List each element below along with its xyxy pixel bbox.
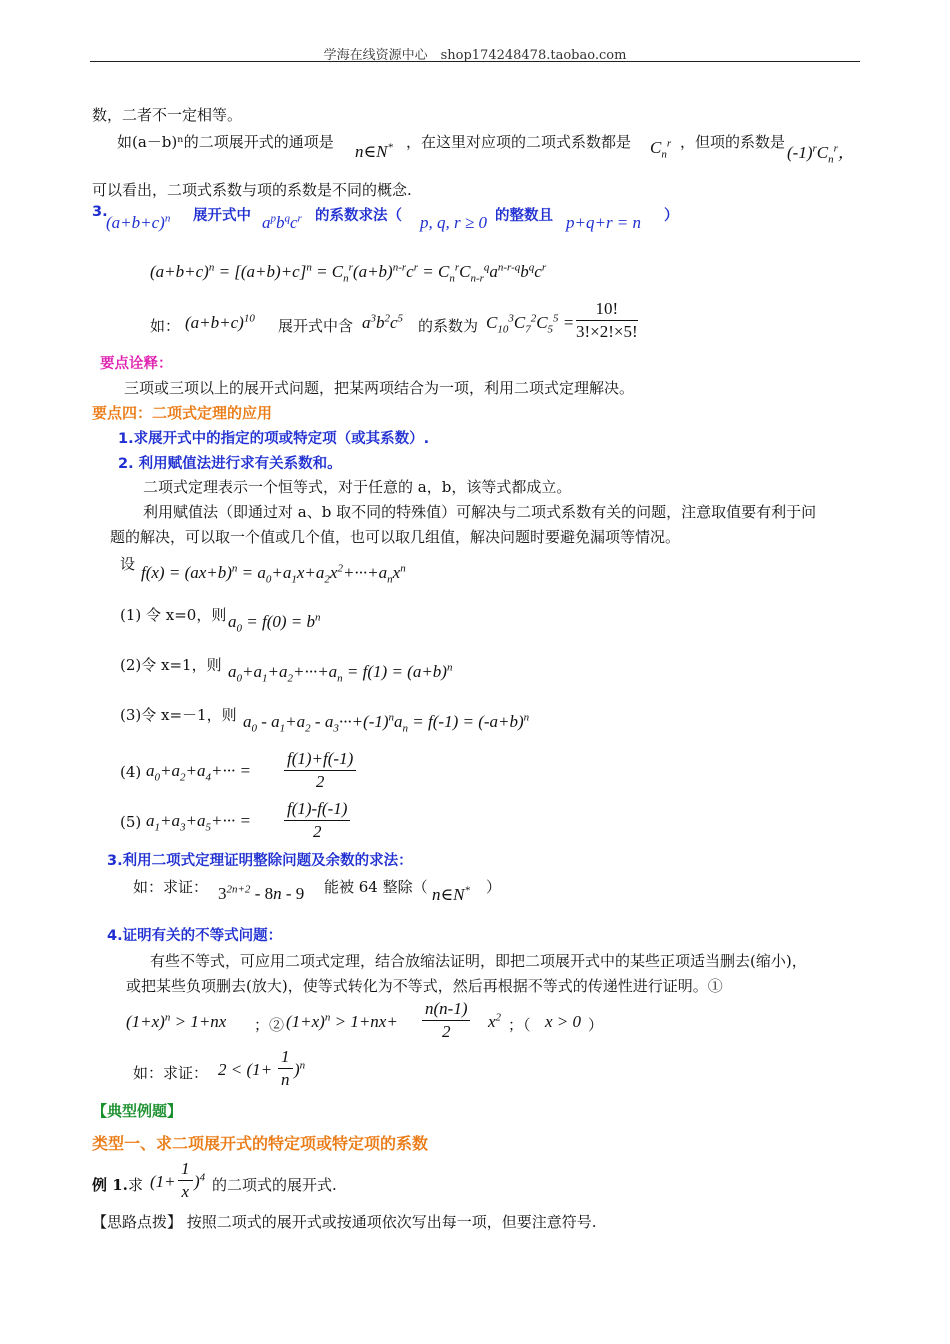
math-n-in-N: n∈N*	[355, 141, 393, 161]
text-line: 如(a－b)ⁿ的二项展开式的通项是	[117, 133, 334, 151]
text-line: 利用赋值法（即通过对 a、b 取不同的特殊值）可解决与二项式系数有关的问题，注意取值要有利于问	[143, 503, 817, 521]
math-power: )$^n$	[294, 1059, 306, 1079]
example-label: 例 1.	[92, 1176, 128, 1194]
note-title: 要点诠释：	[100, 356, 173, 372]
math-case-3: $a_0 - a_1+a_2 - a_3\cdot\cdot\cdot+(-1)^na_n = f(-1) = (-a+b)^n$	[243, 711, 530, 735]
text-line: 可以看出，二项式系数与项的系数是不同的概念.	[92, 181, 412, 199]
text-line: (3)令 x=－1，则	[120, 706, 237, 724]
section-3-number: 3.	[92, 204, 108, 220]
typical-examples-heading: 【典型例题】	[92, 1102, 183, 1120]
math-divisibility: $3^{2n+2} - 8n - 9$	[218, 883, 305, 903]
math-example: $a^3b^2c^5$	[362, 312, 404, 332]
text-line: ，在这里对应项的二项式系数都是	[406, 133, 632, 151]
text-line: 的二项式的展开式.	[212, 1176, 337, 1194]
math-binom-coef: $C_n^r$	[650, 137, 672, 161]
math-sum: p+q+r = n	[566, 213, 642, 232]
text-line: 二项式定理表示一个恒等式，对于任意的 a，b，该等式都成立。	[143, 478, 572, 496]
section-3-text: 展开式中	[193, 208, 251, 224]
text-line: ）	[486, 878, 502, 896]
math-expansion: $(a+b+c)^n = [(a+b)+c]^n = C_n^r(a+b)^{n-r}c^r = C_n^rC_{n-r}^qa^{n-r-q}b^qc^r$	[150, 261, 547, 285]
math-case-5: $a_1+a_3+a_5+\cdot\cdot\cdot$ =	[146, 811, 251, 834]
subsection-heading: 2. 利用赋值法进行求有关系数和。	[118, 456, 342, 472]
text-line: 三项或三项以上的展开式问题，把某两项结合为一项，利用二项式定理解决。	[124, 379, 635, 397]
math-example: $C_{10}^3C_7^2C_5^5$ =	[486, 312, 575, 336]
math-term-coef: $(-1)^rC_n^r$，	[787, 142, 855, 166]
text-line: (5)	[120, 813, 142, 831]
text-line: 或把某些负项删去(放大)，使等式转化为不等式，然后再根据不等式的传递性进行证明。①	[126, 977, 723, 995]
math-binomial: (1+	[150, 1172, 176, 1191]
math-example: $(a+b+c)^{10}$	[185, 312, 255, 332]
text-line: (4)	[120, 763, 142, 781]
text-line: 数，二者不一定相等。	[92, 106, 243, 124]
type-heading: 类型一、求二项展开式的特定项或特定项的系数	[92, 1134, 429, 1153]
math-condition: x > 0	[545, 1012, 582, 1031]
text-line: (2)令 x=1，则	[120, 656, 222, 674]
math-x-squared: $x^2$	[488, 1011, 502, 1031]
text-line: 如：求证：	[133, 878, 209, 896]
section-heading: 要点四：二项式定理的应用	[92, 404, 273, 422]
text-line: ）	[588, 1016, 604, 1034]
text-line: ；（	[508, 1016, 531, 1034]
math-trinomial: $(a+b+c)^n$	[106, 212, 171, 232]
subsection-heading: 3.利用二项式定理证明整除问题及余数的求法：	[107, 853, 413, 869]
math-fraction: $\frac{10!}{3!\times 2!\times 5!}$	[576, 299, 638, 341]
header-rule	[90, 61, 860, 62]
math-fraction: $\frac{1}{x}$	[178, 1158, 193, 1203]
math-case-2: $a_0+a_1+a_2+\cdot\cdot\cdot+a_n = f(1) = (a+b)^n$	[228, 661, 453, 685]
math-power: )$^4$	[194, 1171, 206, 1191]
math-case-4: $a_0+a_2+a_4+\cdot\cdot\cdot$ =	[146, 761, 251, 784]
text-line: (1) 令 x=0，则	[120, 606, 227, 624]
text-line: ，但项的系数是	[680, 133, 786, 151]
math-condition: p, q, r ≥ 0	[420, 213, 487, 232]
text-line: 设	[120, 555, 136, 573]
text-line: 求	[128, 1176, 144, 1194]
math-n-in-N: n∈N*	[432, 884, 470, 904]
text-line: ；②	[254, 1016, 285, 1034]
text-line: 展开式中含	[278, 317, 354, 335]
text-line: 如：求证：	[133, 1064, 209, 1082]
math-inequality-1: $(1+x)^n > 1+nx$	[126, 1011, 227, 1031]
text-line: 能被 64 整除（	[324, 878, 428, 896]
math-fraction: $\frac{1}{n}$	[278, 1046, 293, 1091]
section-3-text: 的系数求法（	[315, 208, 402, 224]
math-inequality-2: $(1+x)^n > 1+nx+$	[286, 1011, 398, 1031]
math-fraction: $\frac{n(n-1)}{2}$	[422, 998, 470, 1043]
page-header: 学海在线资源中心 shop174248478.taobao.com	[323, 48, 627, 63]
math-polynomial: $f(x) = (ax+b)^n = a_0+a_1x+a_2x^2+\cdot\cdot\cdot+a_nx^n$	[141, 562, 406, 586]
subsection-heading: 1.求展开式中的指定的项或特定项（或其系数）.	[118, 431, 430, 447]
section-3-text: ）	[664, 208, 679, 224]
text-line: 题的解决，可以取一个值或几个值，也可以取几组值，解决问题时要避免漏项等情况。	[110, 528, 681, 546]
text-line: 如：	[150, 317, 181, 335]
hint-line: 【思路点拨】 按照二项式的展开式或按通项依次写出每一项，但要注意符号.	[92, 1213, 597, 1231]
math-term: $a^pb^qc^r$	[262, 212, 302, 232]
math-fraction: $\frac{f(1)-f(-1)}{2}$	[284, 798, 350, 843]
section-3-text: 的整数且	[495, 208, 553, 224]
subsection-heading: 4.证明有关的不等式问题：	[107, 928, 283, 944]
math-fraction: $\frac{f(1)+f(-1)}{2}$	[284, 748, 356, 793]
text-line: 有些不等式，可应用二项式定理，结合放缩法证明，即把二项展开式中的某些正项适当删去(缩小)，	[150, 952, 807, 970]
math-case-1: $a_0 = f(0) = b^n$	[228, 611, 321, 635]
text-line: 的系数为	[418, 317, 479, 335]
math-inequality-3: 2 < (1+	[218, 1060, 273, 1079]
